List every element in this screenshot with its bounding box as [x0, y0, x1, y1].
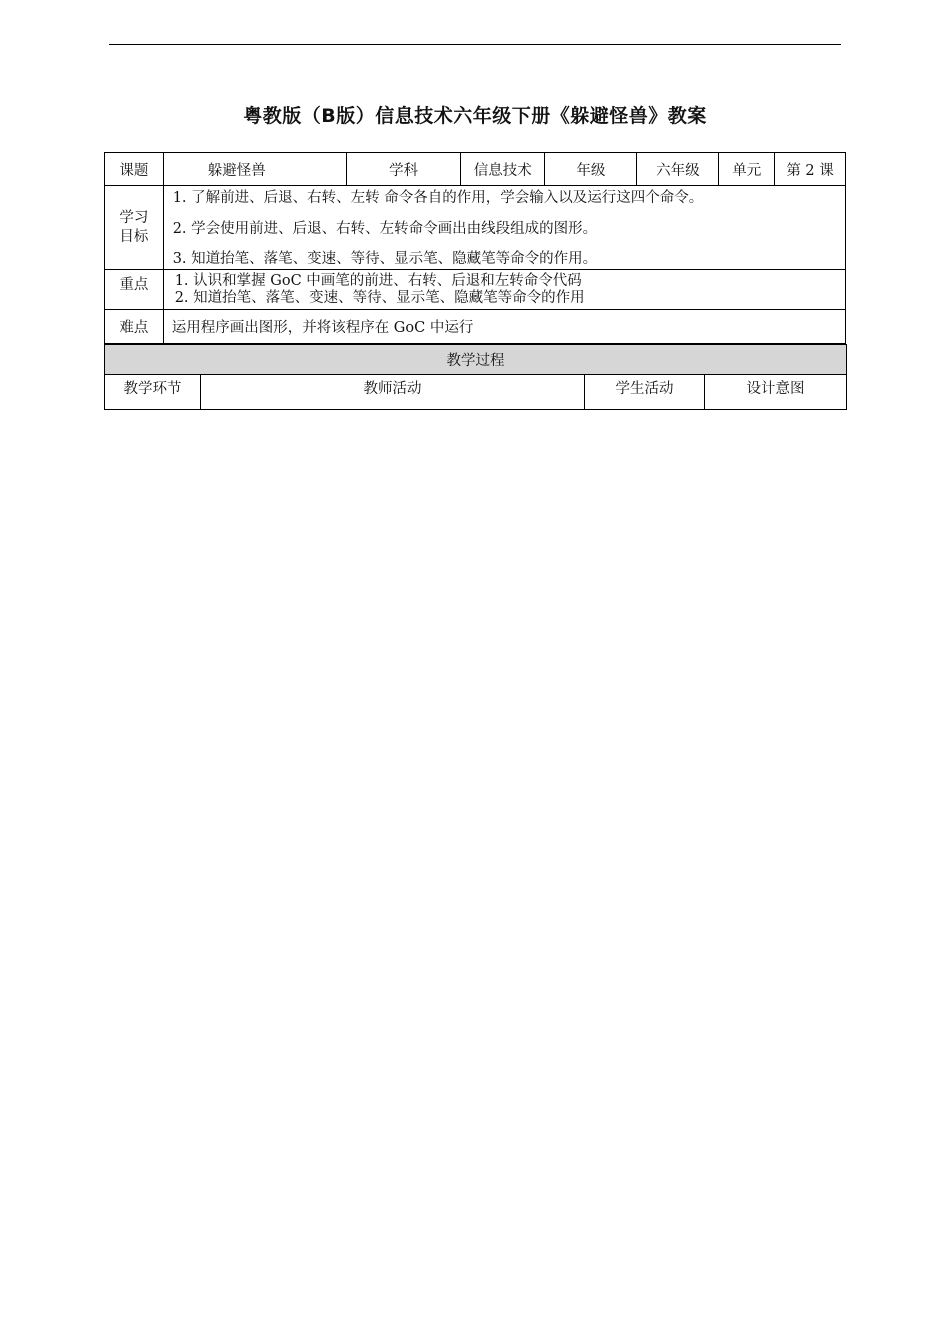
- lesson-info-table: [104, 152, 846, 344]
- difficulty-row: [105, 310, 846, 344]
- objectives-label-line1: 学习: [119, 209, 149, 226]
- unit-label: 单元: [719, 153, 775, 186]
- objectives-label: [105, 186, 164, 270]
- process-title: 教学过程: [105, 345, 847, 375]
- subject-label: 学科: [346, 153, 460, 186]
- topic-value: 躲避怪兽: [163, 153, 346, 186]
- header-student-activity: 学生活动: [585, 375, 705, 410]
- difficulty-label: 难点: [105, 310, 164, 344]
- grade-label: 年级: [545, 153, 637, 186]
- objective-item: 1. 了解前进、后退、右转、左转 命令各自的作用，学会输入以及运行这四个命令。: [172, 189, 704, 206]
- grade-value: 六年级: [637, 153, 719, 186]
- difficulty-content: 运用程序画出图形，并将该程序在 GoC 中运行: [163, 310, 845, 344]
- objective-item: 2. 学会使用前进、后退、右转、左转命令画出由线段组成的图形。: [172, 220, 598, 237]
- process-header-row: [105, 375, 847, 410]
- objectives-row: [105, 186, 846, 270]
- subject-value: 信息技术: [461, 153, 545, 186]
- key-points-label: 重点: [105, 270, 164, 310]
- info-row: [105, 153, 846, 186]
- topic-label: 课题: [105, 153, 164, 186]
- key-point-item: 1. 认识和掌握 GoC 中画笔的前进、右转、后退和左转命令代码: [174, 272, 582, 289]
- header-design-intent: 设计意图: [705, 375, 847, 410]
- objectives-label-line2: 目标: [119, 228, 149, 245]
- document-title: 粤教版（B版）信息技术六年级下册《躲避怪兽》教案: [243, 105, 707, 127]
- key-point-item: 2. 知道抬笔、落笔、变速、等待、显示笔、隐藏笔等命令的作用: [174, 289, 585, 306]
- key-points-content: [163, 270, 845, 310]
- header-stage: 教学环节: [105, 375, 201, 410]
- objectives-content: [163, 186, 845, 270]
- process-title-row: [105, 345, 847, 375]
- key-points-row: [105, 270, 846, 310]
- teaching-process-table: [104, 344, 847, 410]
- unit-value: 第 2 课: [775, 153, 846, 186]
- header-rule: [109, 44, 841, 45]
- header-teacher-activity: 教师活动: [201, 375, 585, 410]
- objective-item: 3. 知道抬笔、落笔、变速、等待、显示笔、隐藏笔等命令的作用。: [172, 250, 598, 267]
